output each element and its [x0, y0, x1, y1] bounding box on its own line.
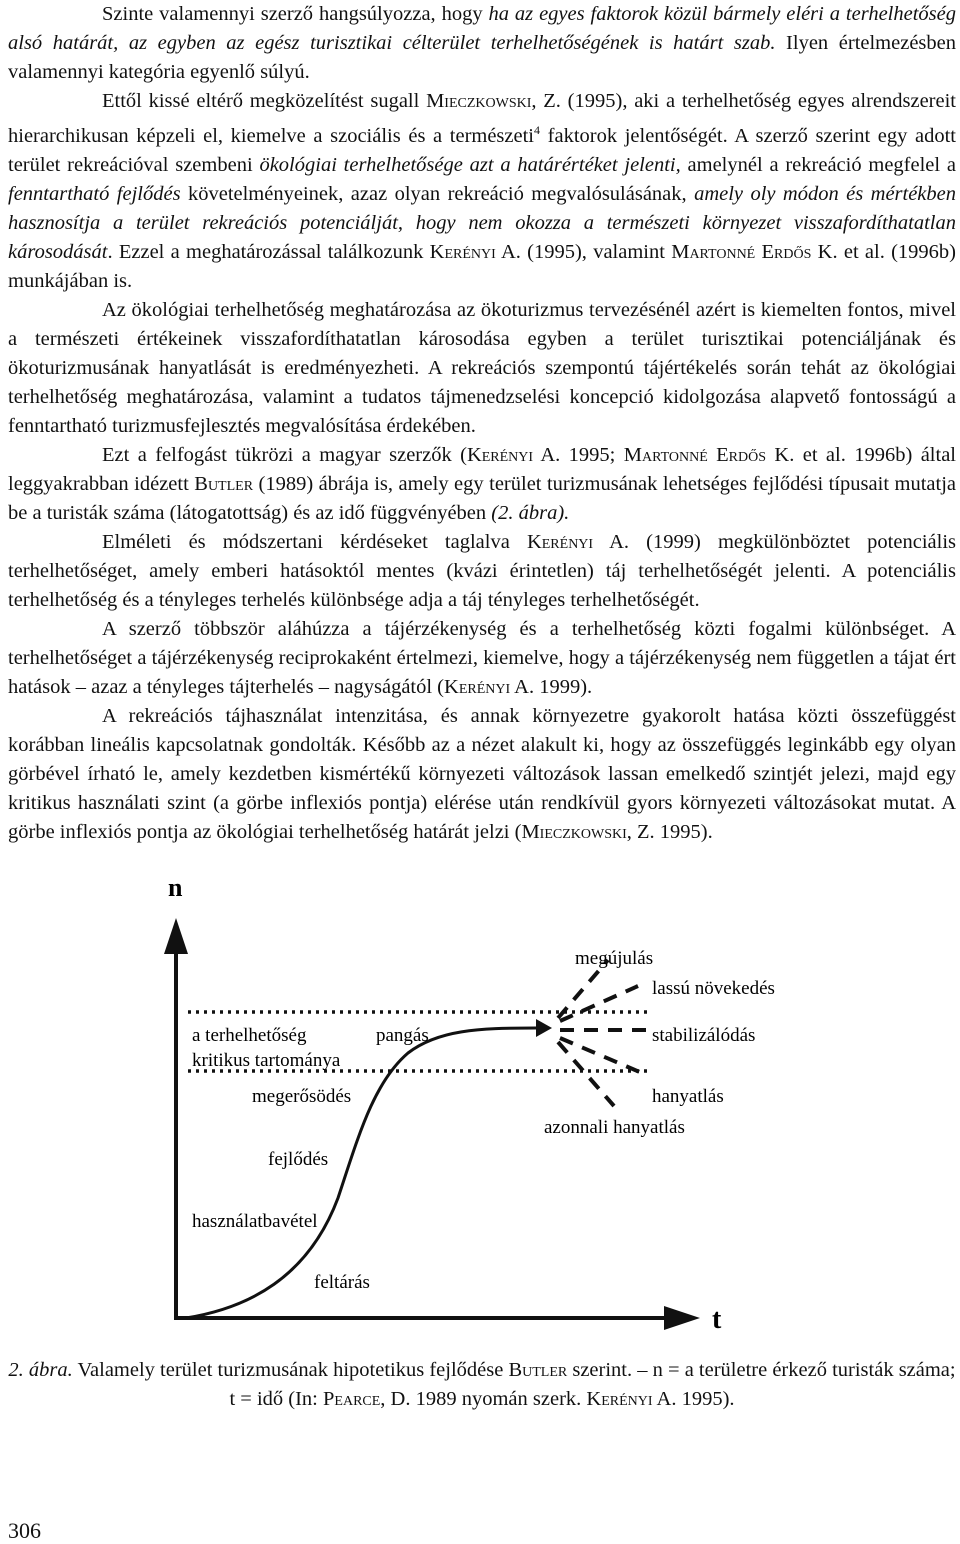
- text-run: , D. 1989 nyomán szerk.: [380, 1388, 587, 1410]
- branch-slow-growth: [560, 986, 638, 1021]
- branch-decline: [560, 1038, 642, 1073]
- italic-text: ha az egyes faktorok közül bármely eléri a terhelhetőség alsó határát, az egyben az egész turisztikai célterület terhelhetőségének is határt szab.: [8, 3, 957, 54]
- figure-butler-model: [8, 868, 956, 1338]
- label-decline: hanyatlás: [652, 1086, 724, 1107]
- text-run: Ettől kissé eltérő megközelítést sugall: [102, 90, 427, 112]
- label-consolidation: megerősödés: [252, 1086, 352, 1107]
- author-name: Kerényi: [586, 1388, 653, 1410]
- label-stagnation: pangás: [376, 1025, 429, 1046]
- body-text: [8, 0, 956, 847]
- text-run: , Z. 1995).: [626, 820, 713, 843]
- text-run: faktorok jelentőségét. A szerző szerint egy adott terület rekreációval szembeni: [8, 124, 956, 176]
- x-axis-label: t: [712, 1304, 722, 1335]
- text-run: (1989) ábrája is, amely egy terület turizmusának lehetséges fejlődési típusait mutatja be a turisták száma (látogatottság) és az idő függvényében: [8, 472, 956, 524]
- paragraph: [8, 528, 956, 615]
- author-name: Martonné Erdős: [671, 240, 812, 263]
- text-run: . Ezzel a meghatározással találkozunk: [107, 240, 430, 263]
- author-name: Kerényi: [429, 240, 496, 263]
- paragraph: [8, 702, 956, 847]
- author-name: Pearce: [323, 1388, 381, 1410]
- label-immediate-decline: azonnali hanyatlás: [544, 1117, 685, 1138]
- page-number: 306: [8, 1518, 41, 1543]
- author-name: Mieczkowski: [521, 820, 627, 843]
- y-axis-label: n: [168, 873, 183, 902]
- italic-text: (2. ábra).: [491, 501, 570, 524]
- text-run: Valamely terület turizmusának hipotetikus fejlődése: [72, 1359, 509, 1381]
- text-run: A. 1995;: [533, 443, 624, 466]
- text-run: Elméleti és módszertani kérdéseket taglalva: [102, 530, 527, 553]
- text-run: K. et al. 1996b) által leggyakrabban idézett: [8, 443, 956, 495]
- text-run: A. 1995).: [652, 1388, 735, 1410]
- curve-end-marker: [536, 1019, 552, 1037]
- y-axis-arrowhead: [164, 918, 188, 954]
- author-name: Kerényi: [526, 530, 594, 553]
- text-run: Szinte valamennyi szerző hangsúlyozza, hogy: [102, 3, 489, 25]
- italic-text: 2. ábra.: [8, 1359, 73, 1381]
- branch-immediate-decline: [558, 1042, 614, 1106]
- text-run: , Z. (1995), aki a terhelhetőség egyes alrendszereit hierarchikusan képzeli el, kiemelve a szociális és a természeti: [8, 90, 956, 147]
- text-run: amelynél a rekreáció megfelel a: [680, 153, 956, 176]
- author-name: Butler: [508, 1359, 568, 1381]
- label-stabilization: stabilizálódás: [652, 1025, 756, 1046]
- butler-curve-diagram: [8, 868, 956, 1338]
- label-exploration: feltárás: [314, 1272, 370, 1293]
- text-run: Ezt a felfogást tükrözi a magyar szerzők (: [102, 443, 467, 466]
- figure-caption: [8, 1356, 956, 1414]
- text-run: A rekreációs tájhasználat intenzitása, és annak környezetre gyakorolt hatása közti összefüggést korábban lineális kapcsolatnak gondolták. Később az a nézet alakult ki, hogy az összefüggés leginkább egy olyan görbével írható le, amely kezdetben kismértékű környezeti változások lassan emelkedő szintjét jelezi, majd egy kritikus használati szint (a görbe inflexiós pontja) elérése után rendkívül gyors környezeti változásokat mutat. A görbe inflexiós pontja az ökológiai terhelhetőség határát jelzi (: [8, 704, 956, 843]
- paragraph: [8, 0, 956, 87]
- italic-text: ökológiai terhelhetősége azt a határértéket jelenti,: [259, 153, 681, 176]
- text-run: A. (1995), valamint: [495, 240, 672, 263]
- label-rejuvenation: megújulás: [575, 948, 654, 969]
- author-name: Mieczkowski: [426, 90, 532, 112]
- text-run: A. (1999) megkülönböztet potenciális terhelhetőséget, amely emberi hatásoktól mentes (kvázi érintetlen) táj terhelhetőségét jelenti. A potenciális terhelhetőség és a tényleges terhelés különbsége adja a táj tényleges terhelhetőségét.: [8, 530, 956, 611]
- paragraph: [8, 87, 956, 296]
- author-name: Kerényi: [466, 443, 534, 466]
- label-involvement: használatbavétel: [192, 1211, 318, 1232]
- x-axis-arrowhead: [664, 1306, 700, 1330]
- text-run: Ilyen értelmezésben valamennyi kategória egyenlő súlyú.: [8, 32, 957, 83]
- label-slow-growth: lassú növekedés: [652, 978, 775, 999]
- label-development: fejlődés: [268, 1149, 329, 1170]
- text-run: K. et al. (1996b) munkájában is.: [8, 240, 957, 292]
- paragraph: [8, 615, 956, 702]
- text-run: követelményeinek, azaz olyan rekreáció megvalósulásának,: [180, 182, 695, 205]
- author-name: Butler: [194, 472, 254, 495]
- paragraph: [8, 441, 956, 528]
- italic-text: fenntartható fejlődés: [8, 182, 181, 205]
- text-run: A szerző többször aláhúzza a tájérzékenység és a terhelhetőség közti fogalmi különbséget. A terhelhetőséget a tájérzékenység reciprokaként értelmezi, kiemelve, hogy a tájérzékenység nem független a tájat ért hatások – azaz a tényleges tájterhelés – nagyságától (: [8, 617, 956, 698]
- text-run: szerint. – n = a területre érkező turisták száma; t = idő (In:: [229, 1359, 956, 1410]
- footnote-marker: 4: [534, 123, 541, 137]
- author-name: Martonné Erdős: [623, 443, 767, 466]
- italic-text: amely oly módon és mértékben hasznosítja a terület rekreációs potenciálját, hogy nem okozza a természeti környezet visszafordíthatatlan károsodását: [8, 182, 957, 263]
- label-critical-1: a terhelhetőség: [192, 1025, 307, 1046]
- text-run: A. 1999).: [510, 675, 593, 698]
- label-critical-2: kritikus tartománya: [192, 1050, 341, 1071]
- author-name: Kerényi: [444, 675, 511, 698]
- paragraph: [8, 296, 956, 441]
- text-run: Az ökológiai terhelhetőség meghatározása az ökoturizmus tervezésénél azért is kiemelten fontos, mivel a természeti értékeinek visszafordíthatatlan károsodása egyben a terület turisztikai potenciáljának és ökoturizmusának hanyatlását is eredményezheti. A rekreációs szempontú tájértékelés során tehát az ökológiai terhelhetőség meghatározása, valamint a tudatos tájmenedzselési koncepció kidolgozása alapvető fontosságú a fenntartható turizmusfejlesztés megvalósítása érdekében.: [8, 298, 956, 437]
